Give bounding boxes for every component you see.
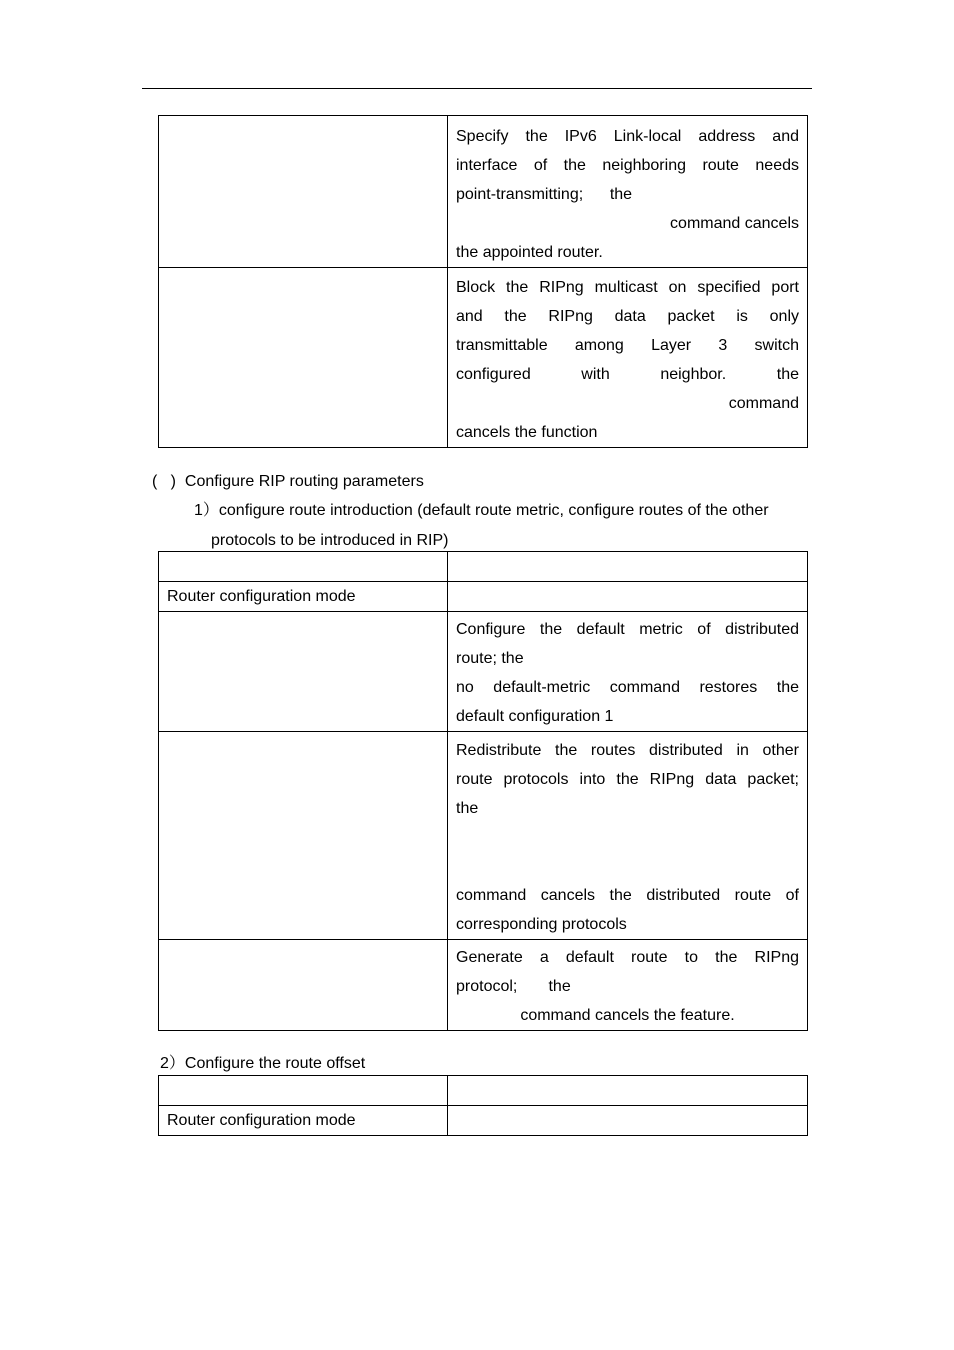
blank-line bbox=[456, 852, 799, 881]
mode-cell bbox=[159, 582, 448, 612]
list-item-1-line1: 1）configure route introduction (default route metric, configure routes of the other bbox=[194, 502, 769, 519]
header-cell bbox=[159, 1076, 448, 1106]
text-line: Specify the IPv6 Link-local address and bbox=[456, 128, 799, 145]
text-line: configured with neighbor. the bbox=[456, 366, 799, 383]
header-cell bbox=[448, 552, 808, 582]
text-line: protocol; the bbox=[456, 978, 571, 995]
text-line: the appointed router. bbox=[456, 244, 603, 261]
text-line: the bbox=[456, 800, 479, 817]
text-line: corresponding protocols bbox=[456, 916, 627, 933]
route-introduction-table bbox=[158, 551, 808, 1031]
description-cell bbox=[448, 940, 808, 1031]
blank-line bbox=[456, 823, 799, 852]
list-item-2: 2）Configure the route offset bbox=[160, 1055, 366, 1072]
command-cell bbox=[159, 116, 448, 268]
text-line: interface of the neighboring route needs bbox=[456, 157, 799, 174]
text-line: Generate a default route to the RIPng bbox=[456, 949, 799, 966]
description-cell bbox=[448, 612, 808, 732]
text-line: route; the bbox=[456, 650, 524, 667]
text-line: cancels the function bbox=[456, 424, 598, 441]
header-cell bbox=[448, 1076, 808, 1106]
text-line: and the RIPng data packet is only bbox=[456, 308, 799, 325]
mode-cell bbox=[159, 1106, 448, 1136]
description-cell bbox=[448, 268, 808, 448]
description-cell bbox=[448, 116, 808, 268]
text-line: command cancels the distributed route of bbox=[456, 887, 799, 904]
text-line: no default-metric command restores the bbox=[456, 679, 799, 696]
mode-empty-cell bbox=[448, 1106, 808, 1136]
text-line: Block the RIPng multicast on specified port bbox=[456, 279, 799, 296]
text-line: point-transmitting; the bbox=[456, 186, 633, 203]
text-line: transmittable among Layer 3 switch bbox=[456, 337, 799, 354]
mode-empty-cell bbox=[448, 582, 808, 612]
text-line: command cancels the feature. bbox=[520, 1007, 735, 1024]
mode-label: Router configuration mode bbox=[167, 588, 356, 605]
mode-label: Router configuration mode bbox=[167, 1112, 356, 1129]
neighbor-command-table bbox=[158, 115, 808, 448]
command-cell bbox=[159, 268, 448, 448]
command-cell bbox=[159, 732, 448, 940]
command-cell bbox=[159, 940, 448, 1031]
description-cell bbox=[448, 732, 808, 940]
section-heading: ( ) Configure RIP routing parameters bbox=[152, 473, 424, 490]
header-cell bbox=[159, 552, 448, 582]
header-rule bbox=[142, 88, 812, 89]
command-cell bbox=[159, 612, 448, 732]
route-offset-table bbox=[158, 1075, 808, 1136]
text-line: Configure the default metric of distributed bbox=[456, 621, 799, 638]
text-line: command cancels bbox=[670, 215, 799, 232]
text-line: Redistribute the routes distributed in other bbox=[456, 742, 799, 759]
text-line: default configuration 1 bbox=[456, 708, 614, 725]
list-item-1-line2: protocols to be introduced in RIP) bbox=[211, 532, 449, 549]
text-line: route protocols into the RIPng data packet; bbox=[456, 771, 799, 788]
text-line: command bbox=[728, 395, 799, 412]
